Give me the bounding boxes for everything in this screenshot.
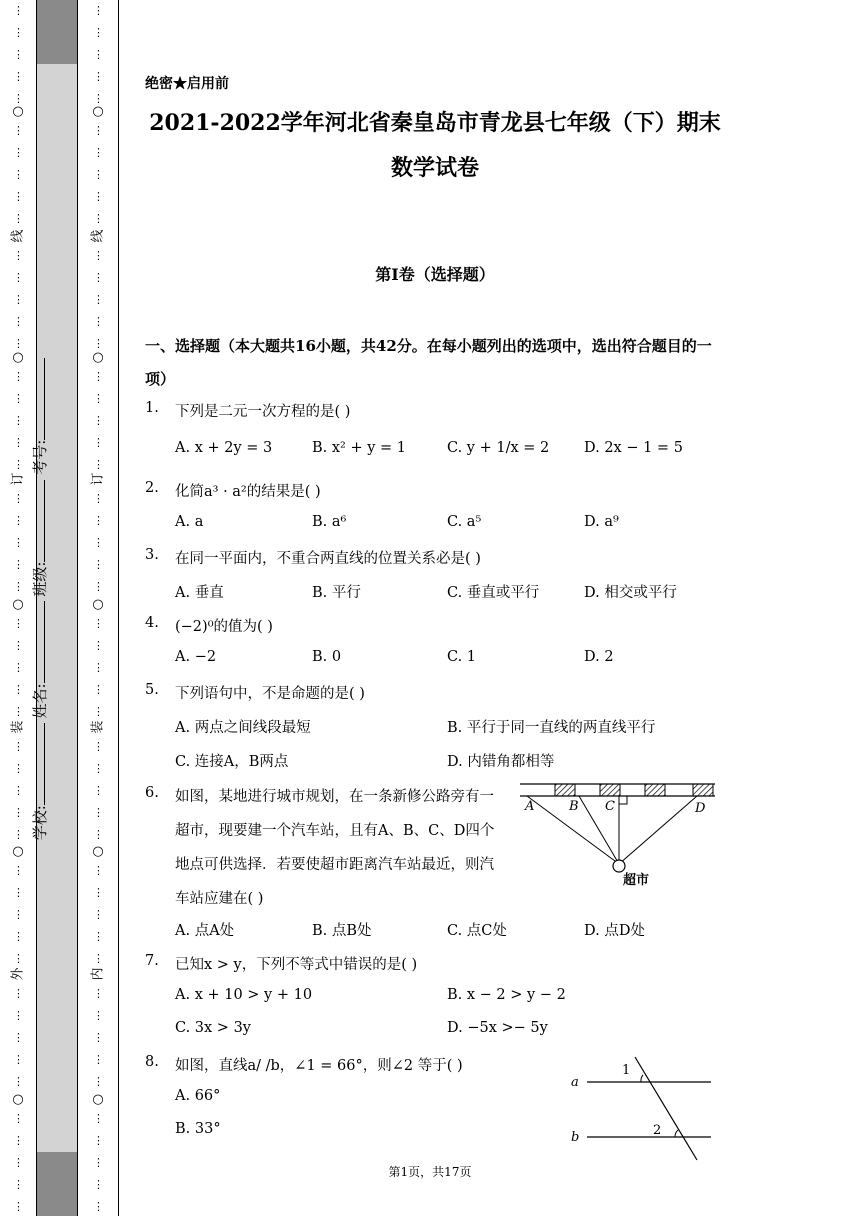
inner-dots: ⋮ <box>93 337 104 350</box>
inner-dots: ⋮ <box>93 146 104 159</box>
question-number: 5. <box>145 682 159 698</box>
outer-dots: ⋮ <box>13 1178 24 1191</box>
outer-dots: ⋮ <box>13 70 24 83</box>
road-block <box>555 784 575 796</box>
inner-circle-mark: ○ <box>92 350 104 365</box>
inner-dots: ⋮ <box>93 1031 104 1044</box>
inner-binding-label: 线 <box>90 229 106 243</box>
outer-circle-mark: ○ <box>12 597 24 612</box>
secret-mark: 绝密★启用前 <box>145 76 229 92</box>
inner-dots: ⋮ <box>93 558 104 571</box>
option-c[interactable]: C. a⁵ <box>447 514 482 530</box>
inner-dots: ⋮ <box>93 370 104 383</box>
option-c[interactable]: C. 1 <box>447 649 477 665</box>
supermarket-label: 超市 <box>623 873 650 888</box>
option-a[interactable]: A. 垂直 <box>175 585 224 601</box>
option-a[interactable]: A. 66° <box>175 1088 221 1104</box>
outer-dots: ⋮ <box>13 762 24 775</box>
option-a[interactable]: A. 点A处 <box>175 923 235 939</box>
option-a[interactable]: A. a <box>175 514 204 530</box>
option-b[interactable]: B. 点B处 <box>312 923 372 939</box>
inner-dots: ⋮ <box>93 580 104 593</box>
outer-binding-label: 线 <box>10 229 26 243</box>
inner-dots: ⋮ <box>93 536 104 549</box>
option-d[interactable]: D. −5x >− 5y <box>447 1020 548 1036</box>
school-label: 学校: <box>31 805 49 841</box>
inner-dots: ⋮ <box>93 864 104 877</box>
outer-dots: ⋮ <box>13 146 24 159</box>
option-b[interactable]: B. x² + y = 1 <box>312 440 407 456</box>
inner-dots: ⋮ <box>93 1053 104 1066</box>
outer-dots: ⋮ <box>13 1134 24 1147</box>
outer-circle-mark: ○ <box>12 104 24 119</box>
inner-dots: ⋮ <box>93 661 104 674</box>
inner-dots: ⋮ <box>93 617 104 630</box>
question-text: 下列语句中，不是命题的是( ) <box>175 686 365 702</box>
inner-dots: ⋮ <box>93 1075 104 1088</box>
outer-dots: ⋮ <box>13 190 24 203</box>
outer-dots: ⋮ <box>13 806 24 819</box>
inner-dots: ⋮ <box>93 458 104 471</box>
name-label: 姓名: <box>31 683 49 719</box>
parallel-lines-figure <box>565 1052 715 1164</box>
outer-dots: ⋮ <box>13 705 24 718</box>
option-c[interactable]: C. y + 1/x = 2 <box>447 440 550 456</box>
inner-binding-label: 订 <box>90 472 106 486</box>
outer-dots: ⋮ <box>13 1031 24 1044</box>
segment-d <box>619 796 697 864</box>
point-a-label: A <box>525 799 535 814</box>
section-heading: 一、选择题（本大题共16小题，共42分。在每小题列出的选项中，选出符合题目的一项） <box>145 337 712 388</box>
inner-dots: ⋮ <box>93 4 104 17</box>
question-text: 在同一平面内，不重合两直线的位置关系必是( ) <box>175 551 481 567</box>
outer-dots: ⋮ <box>13 558 24 571</box>
binding-dark-block-bottom <box>37 1152 77 1216</box>
question-line: 超市，现要建一个汽车站，且有A、B、C、D四个 <box>175 823 495 839</box>
option-b[interactable]: B. 0 <box>312 649 342 665</box>
outer-dots: ⋮ <box>13 414 24 427</box>
inner-dots: ⋮ <box>93 1009 104 1022</box>
outer-dots: ⋮ <box>13 740 24 753</box>
supermarket-circle <box>613 860 625 872</box>
transversal <box>635 1057 697 1160</box>
option-b[interactable]: B. 33° <box>175 1121 221 1137</box>
question-number: 1. <box>145 400 159 416</box>
outer-dots: ⋮ <box>13 492 24 505</box>
outer-dots: ⋮ <box>13 514 24 527</box>
option-c[interactable]: C. 垂直或平行 <box>447 585 540 601</box>
question-text: 已知x > y，下列不等式中错误的是( ) <box>175 957 418 973</box>
outer-dots: ⋮ <box>13 784 24 797</box>
option-b[interactable]: B. a⁶ <box>312 514 347 530</box>
outer-dots: ⋮ <box>13 828 24 841</box>
outer-dots: ⋮ <box>13 580 24 593</box>
road-supermarket-figure <box>515 780 720 890</box>
class-blank[interactable] <box>30 480 45 562</box>
inner-dots: ⋮ <box>93 414 104 427</box>
inner-dots: ⋮ <box>93 514 104 527</box>
outer-dots: ⋮ <box>13 617 24 630</box>
outer-circle-mark: ○ <box>12 1092 24 1107</box>
exam-no-blank[interactable] <box>30 358 45 440</box>
outer-circle-mark: ○ <box>12 350 24 365</box>
option-b[interactable]: B. 平行 <box>312 585 361 601</box>
inner-circle-mark: ○ <box>92 597 104 612</box>
outer-binding-label: 装 <box>10 720 26 734</box>
line-a-label: a <box>571 1075 579 1090</box>
outer-dots: ⋮ <box>13 864 24 877</box>
inner-dots: ⋮ <box>93 1156 104 1169</box>
binding-dark-block-top <box>37 0 77 64</box>
angle-2-label: 2 <box>653 1123 662 1138</box>
outer-dots: ⋮ <box>13 952 24 965</box>
outer-dots: ⋮ <box>13 92 24 105</box>
inner-dots: ⋮ <box>93 705 104 718</box>
outer-dots: ⋮ <box>13 337 24 350</box>
option-a[interactable]: A. x + 10 > y + 10 <box>175 987 313 1003</box>
question-line: 如图，某地进行城市规划，在一条新修公路旁有一 <box>175 789 494 805</box>
inner-dots: ⋮ <box>93 828 104 841</box>
inner-dots: ⋮ <box>93 315 104 328</box>
outer-dots: ⋮ <box>13 271 24 284</box>
question-line: 地点可供选择．若要使超市距离汽车站最近，则汽 <box>175 857 494 873</box>
outer-binding-label: 订 <box>10 472 26 486</box>
inner-binding-label: 内 <box>90 967 106 981</box>
inner-dots: ⋮ <box>93 26 104 39</box>
inner-dots: ⋮ <box>93 492 104 505</box>
outer-dots: ⋮ <box>13 249 24 262</box>
outer-dots: ⋮ <box>13 48 24 61</box>
question-number: 3. <box>145 547 159 563</box>
option-a[interactable]: A. x + 2y = 3 <box>175 440 273 456</box>
road-block <box>645 784 665 796</box>
question-number: 8. <box>145 1054 159 1070</box>
exam-title-line2: 数学试卷 <box>390 155 479 181</box>
outer-dots: ⋮ <box>13 436 24 449</box>
point-b-label: B <box>569 799 579 814</box>
inner-dots: ⋮ <box>93 436 104 449</box>
inner-dots: ⋮ <box>93 293 104 306</box>
inner-dots: ⋮ <box>93 271 104 284</box>
option-d[interactable]: D. 2x − 1 = 5 <box>584 440 683 456</box>
inner-dots: ⋮ <box>93 92 104 105</box>
inner-dots: ⋮ <box>93 952 104 965</box>
exam-no-label: 考号: <box>31 439 49 475</box>
outer-dots: ⋮ <box>13 124 24 137</box>
inner-dots: ⋮ <box>93 930 104 943</box>
question-text: 如图，直线a/ /b，∠1 = 66°，则∠2 等于( ) <box>175 1058 463 1074</box>
volume-heading: 第I卷（选择题） <box>375 265 495 284</box>
outer-dots: ⋮ <box>13 683 24 696</box>
option-c[interactable]: C. 点C处 <box>447 923 507 939</box>
inner-dots: ⋮ <box>93 249 104 262</box>
angle-1-label: 1 <box>622 1063 631 1078</box>
option-d[interactable]: D. 内错角都相等 <box>447 754 555 770</box>
outer-dots: ⋮ <box>13 1053 24 1066</box>
inner-dots: ⋮ <box>93 683 104 696</box>
inner-dots: ⋮ <box>93 124 104 137</box>
question-text: (−2)⁰的值为( ) <box>175 619 273 635</box>
option-d[interactable]: D. 点D处 <box>584 923 645 939</box>
outer-dots: ⋮ <box>13 370 24 383</box>
inner-dots: ⋮ <box>93 48 104 61</box>
question-number: 7. <box>145 953 159 969</box>
class-label: 班级: <box>31 561 49 597</box>
inner-dots: ⋮ <box>93 987 104 1000</box>
point-c-label: C <box>605 799 615 814</box>
option-c[interactable]: C. 3x > 3y <box>175 1020 251 1036</box>
outer-dots: ⋮ <box>13 1156 24 1169</box>
inner-dots: ⋮ <box>93 740 104 753</box>
inner-circle-mark: ○ <box>92 1092 104 1107</box>
outer-dots: ⋮ <box>13 1200 24 1213</box>
outer-dots: ⋮ <box>13 168 24 181</box>
right-angle-mark <box>619 796 627 804</box>
outer-binding-label: 外 <box>10 967 26 981</box>
option-a[interactable]: A. 两点之间线段最短 <box>175 720 311 736</box>
outer-dots: ⋮ <box>13 536 24 549</box>
outer-dots: ⋮ <box>13 1009 24 1022</box>
option-d[interactable]: D. a⁹ <box>584 514 619 530</box>
outer-dots: ⋮ <box>13 1075 24 1088</box>
option-b[interactable]: B. 平行于同一直线的两直线平行 <box>447 720 656 736</box>
question-text: 下列是二元一次方程的是( ) <box>175 404 351 420</box>
inner-dots: ⋮ <box>93 908 104 921</box>
outer-dots: ⋮ <box>13 886 24 899</box>
question-number: 6. <box>145 785 159 801</box>
page-footer: 第1页，共17页 <box>388 1165 472 1179</box>
question-line: 车站应建在( ) <box>175 891 264 907</box>
outer-dots: ⋮ <box>13 1112 24 1125</box>
option-a[interactable]: A. −2 <box>175 649 217 665</box>
road-block <box>693 784 713 796</box>
inner-dots: ⋮ <box>93 762 104 775</box>
outer-dots: ⋮ <box>13 930 24 943</box>
exam-title-line1: 2021-2022学年河北省秦皇岛市青龙县七年级（下）期末 <box>149 110 721 136</box>
angle-2-arc <box>675 1130 678 1137</box>
outer-dots: ⋮ <box>13 639 24 652</box>
question-number: 2. <box>145 480 159 496</box>
outer-dots: ⋮ <box>13 458 24 471</box>
outer-dots: ⋮ <box>13 212 24 225</box>
line-b-label: b <box>571 1130 580 1145</box>
outer-dots: ⋮ <box>13 4 24 17</box>
inner-circle-mark: ○ <box>92 844 104 859</box>
inner-binding-label: 装 <box>90 720 106 734</box>
student-info-fields <box>29 289 51 909</box>
inner-dots: ⋮ <box>93 190 104 203</box>
name-blank[interactable] <box>30 601 45 683</box>
angle-1-arc <box>641 1075 643 1082</box>
outer-circle-mark: ○ <box>12 844 24 859</box>
question-text: 化简a³ · a²的结果是( ) <box>175 484 321 500</box>
outer-dots: ⋮ <box>13 661 24 674</box>
inner-dots: ⋮ <box>93 392 104 405</box>
outer-dots: ⋮ <box>13 987 24 1000</box>
outer-dots: ⋮ <box>13 392 24 405</box>
option-b[interactable]: B. x − 2 > y − 2 <box>447 987 566 1003</box>
point-d-label: D <box>695 801 706 816</box>
inner-dots: ⋮ <box>93 1112 104 1125</box>
inner-dots: ⋮ <box>93 70 104 83</box>
outer-dots: ⋮ <box>13 26 24 39</box>
inner-dots: ⋮ <box>93 1178 104 1191</box>
inner-dots: ⋮ <box>93 1134 104 1147</box>
inner-dots: ⋮ <box>93 639 104 652</box>
inner-dots: ⋮ <box>93 1200 104 1213</box>
outer-dots: ⋮ <box>13 908 24 921</box>
inner-circle-mark: ○ <box>92 104 104 119</box>
road-block <box>600 784 620 796</box>
outer-dots: ⋮ <box>13 293 24 306</box>
inner-dots: ⋮ <box>93 784 104 797</box>
inner-dots: ⋮ <box>93 168 104 181</box>
option-c[interactable]: C. 连接A，B两点 <box>175 754 289 770</box>
inner-dots: ⋮ <box>93 806 104 819</box>
school-blank[interactable] <box>30 723 45 805</box>
inner-dots: ⋮ <box>93 886 104 899</box>
option-d[interactable]: D. 2 <box>584 649 614 665</box>
inner-dots: ⋮ <box>93 212 104 225</box>
question-number: 4. <box>145 615 159 631</box>
outer-dots: ⋮ <box>13 315 24 328</box>
option-d[interactable]: D. 相交或平行 <box>584 585 677 601</box>
